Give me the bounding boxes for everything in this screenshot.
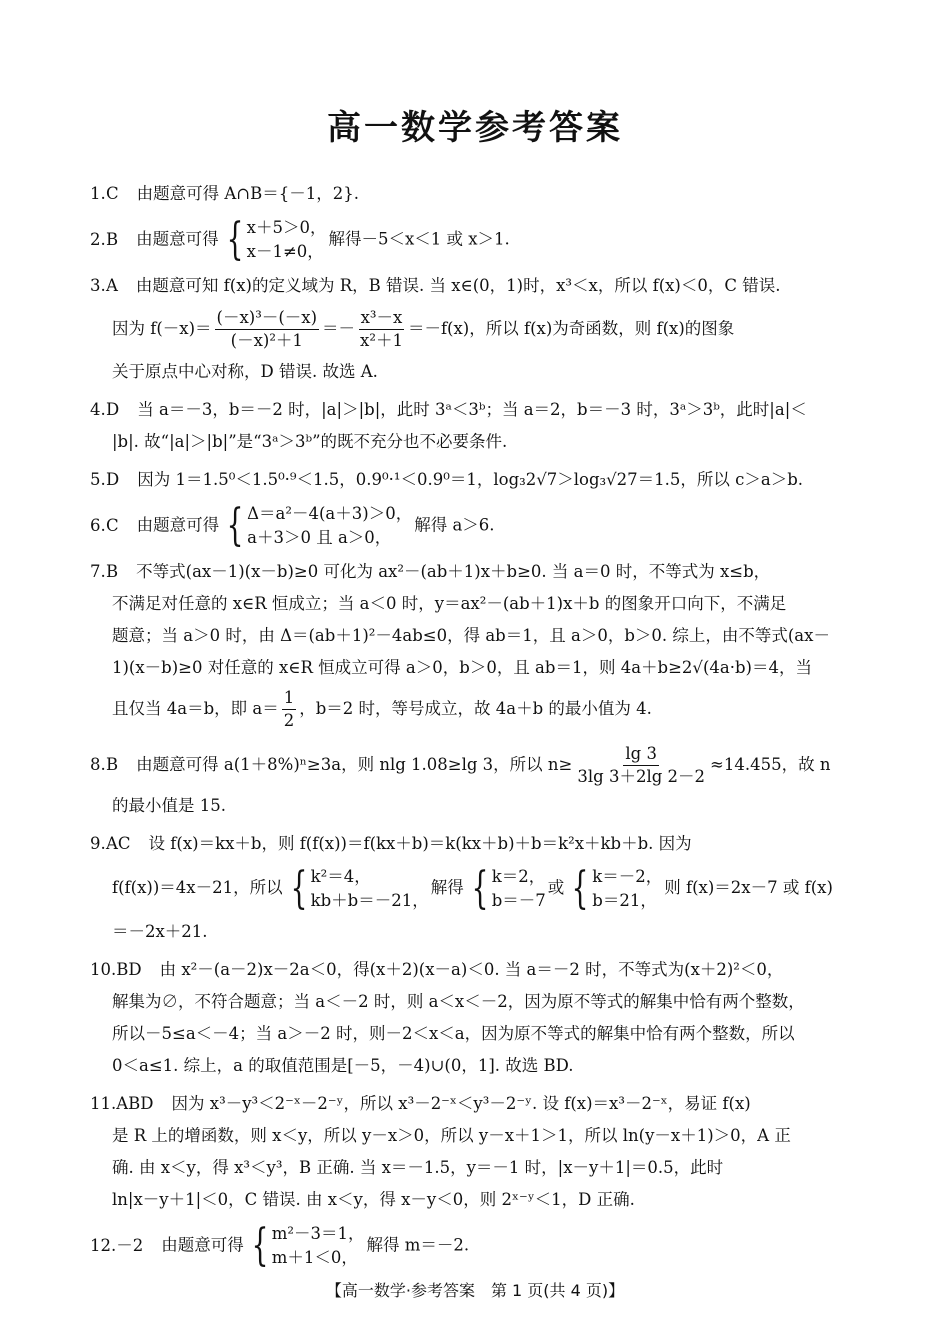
page-title: 高一数学参考答案: [327, 108, 623, 148]
denominator: (－x)²＋1: [230, 331, 303, 350]
explanation: ＝－: [322, 319, 356, 338]
question-number: 12.: [90, 1235, 117, 1255]
system-row: b＝21，: [592, 890, 657, 910]
equation-system: { k＝－2， b＝21，: [571, 862, 663, 914]
answer-8: [90, 740, 860, 822]
explanation: ≈14.455，故 n: [710, 755, 831, 774]
numerator: (－x)³－(－x): [215, 307, 319, 330]
explanation: 由题意可得: [161, 1235, 244, 1255]
explanation: 由题意可得: [136, 229, 219, 249]
explanation: 由题意可得: [136, 515, 220, 535]
explanation: 是 R 上的增函数，则 x＜y，所以 y－x＞0，所以 y－x＋1＞1，所以 ln(y－x＋1)＞0，A 正: [112, 1126, 791, 1145]
explanation: 且仅当 4a＝b，即 a＝: [112, 699, 279, 718]
question-number: 9.: [90, 834, 106, 853]
answer-choice: D: [106, 400, 120, 419]
answer-6: [90, 502, 860, 550]
explanation: 题意；当 a＞0 时，由 Δ＝(ab＋1)²－4ab≤0，得 ab＝1，且 a＞0，b＞0. 综上，由不等式(ax－: [112, 626, 830, 645]
explanation: 则 f(x)＝2x－7 或 f(x): [664, 878, 833, 897]
explanation: 不等式(ax－1)(x－b)≥0 可化为 ax²－(ab＋1)x＋b≥0. 当 a＝0 时，不等式为 x≤b，: [136, 562, 771, 581]
system-row: k²＝4，: [310, 866, 371, 886]
explanation: 设 f(x)＝kx＋b，则 f(f(x))＝f(kx＋b)＝k(kx＋b)＋b＝k²x＋kb＋b. 因为: [148, 834, 692, 853]
answer-2: [90, 216, 860, 264]
explanation: 解集为∅，不符合题意；当 a＜－2 时，则 a＜x＜－2，因为原不等式的解集中恰有两个整数，: [112, 992, 805, 1011]
explanation: ＝－f(x)，所以 f(x)为奇函数，则 f(x)的图象: [407, 319, 735, 338]
equation-system: { k²＝4， kb＋b＝－21，: [290, 862, 429, 914]
equation-system: { k＝2， b＝－7: [471, 862, 546, 914]
answer-choice: －2: [116, 1235, 144, 1255]
system-row: b＝－7: [491, 890, 546, 910]
answer-choice: A: [106, 276, 118, 295]
equation-system: { x＋5＞0， x－1≠0，: [226, 214, 327, 265]
system-row: a＋3＞0 且 a＞0，: [247, 528, 392, 547]
numerator: x³－x: [359, 307, 405, 330]
question-number: 4.: [90, 400, 106, 419]
explanation: 确. 由 x＜y，得 x³＜y³，B 正确. 当 x＝－1.5，y＝－1 时，|x－y＋1|＝0.5，此时: [112, 1158, 724, 1177]
explanation: 由题意可知 f(x)的定义域为 R，B 错误. 当 x∈(0，1)时，x³＜x，所以 f(x)＜0，C 错误.: [135, 276, 781, 295]
question-number: 11.: [90, 1094, 117, 1113]
explanation: 由题意可得 a(1＋8%)ⁿ≥3a，则 nlg 1.08≥lg 3，所以 n≥: [136, 755, 573, 774]
answer-3: [90, 270, 860, 388]
explanation: 因为 1＝1.5⁰＜1.5⁰·⁹＜1.5，0.9⁰·¹＜0.9⁰＝1，log₃2√7＞log₃√27＝1.5，所以 c＞a＞b.: [137, 470, 804, 489]
numerator: 1: [282, 687, 297, 710]
denominator: 3lg 3＋2lg 2－2: [577, 767, 706, 786]
explanation: 因为 x³－y³＜2⁻ˣ－2⁻ʸ，所以 x³－2⁻ˣ＜y³－2⁻ʸ. 设 f(x)＝x³－2⁻ˣ，易证 f(x): [171, 1094, 751, 1113]
system-row: x－1≠0，: [246, 242, 324, 261]
explanation: 由 x²－(a－2)x－2a＜0，得(x＋2)(x－a)＜0. 当 a＝－2 时，不等式为(x＋2)²＜0，: [159, 960, 784, 979]
explanation: 由题意可得 A∩B＝{－1，2}.: [136, 184, 359, 203]
system-row: x＋5＞0，: [246, 218, 327, 237]
answer-choice: B: [106, 229, 119, 249]
answer-1: [90, 178, 860, 210]
explanation: ln|x－y＋1|＜0，C 错误. 由 x＜y，得 x－y＜0，则 2ˣ⁻ʸ＜1，D 正确.: [112, 1190, 635, 1209]
question-number: 1.: [90, 184, 106, 203]
answer-choice: B: [106, 755, 119, 774]
question-number: 5.: [90, 470, 106, 489]
explanation: 因为 f(－x)＝: [112, 319, 212, 338]
answer-5: [90, 464, 860, 496]
page-footer: 【高一数学·参考答案 第 1 页(共 4 页)】: [325, 1281, 625, 1300]
explanation: 1)(x－b)≥0 对任意的 x∈R 恒成立可得 a＞0，b＞0，且 ab＝1，则 4a＋b≥2√(4a·b)＝4，当: [112, 658, 812, 677]
question-number: 2.: [90, 229, 106, 249]
explanation: 解得 a＞6.: [414, 515, 495, 535]
question-number: 8.: [90, 755, 106, 774]
answer-4: [90, 394, 860, 458]
answer-choice: C: [106, 515, 119, 535]
explanation: 解得－5＜x＜1 或 x＞1.: [328, 229, 510, 249]
answer-choice: BD: [116, 960, 142, 979]
explanation: 当 a＝－3，b＝－2 时，|a|＞|b|，此时 3ᵃ＜3ᵇ；当 a＝2，b＝－3 时，3ᵃ＞3ᵇ，此时|a|＜: [137, 400, 807, 419]
answer-9: [90, 828, 860, 948]
fraction: [282, 687, 297, 732]
answer-choice: AC: [106, 834, 131, 853]
system-row: m＋1＜0，: [271, 1248, 358, 1267]
question-number: 6.: [90, 515, 106, 535]
fraction: [575, 743, 707, 788]
explanation: 的最小值是 15.: [112, 796, 226, 815]
fraction: [358, 307, 405, 352]
answer-7: [90, 556, 860, 734]
question-number: 10.: [90, 960, 117, 979]
answer-choice: D: [106, 470, 120, 489]
explanation: ＝－2x＋21.: [112, 922, 208, 941]
denominator: 2: [283, 711, 295, 730]
answer-11: [90, 1088, 860, 1216]
explanation: 不满足对任意的 x∈R 恒成立；当 a＜0 时，y＝ax²－(ab＋1)x＋b 的图象开口向下，不满足: [112, 594, 787, 613]
answer-choice: B: [106, 562, 119, 581]
explanation: 0＜a≤1. 综上，a 的取值范围是[－5，－4)∪(0，1]. 故选 BD.: [112, 1056, 574, 1075]
question-number: 7.: [90, 562, 106, 581]
fraction: [215, 307, 319, 352]
numerator: lg 3: [623, 743, 659, 766]
answer-list: [90, 178, 860, 1276]
explanation: |b|. 故“|a|＞|b|”是“3ᵃ＞3ᵇ”的既不充分也不必要条件.: [112, 432, 508, 451]
explanation: ，b＝2 时，等号成立，故 4a＋b 的最小值为 4.: [299, 699, 652, 718]
equation-system: { Δ＝a²－4(a＋3)＞0， a＋3＞0 且 a＞0，: [226, 500, 413, 551]
denominator: x²＋1: [360, 331, 403, 350]
system-row: k＝2，: [491, 866, 546, 886]
explanation: 解得 m＝－2.: [366, 1235, 470, 1255]
system-row: k＝－2，: [592, 866, 663, 886]
equation-system: { m²－3＝1， m＋1＜0，: [251, 1220, 365, 1271]
answer-12: [90, 1222, 860, 1270]
answer-10: [90, 954, 860, 1082]
system-row: m²－3＝1，: [271, 1224, 365, 1243]
question-number: 3.: [90, 276, 106, 295]
system-row: kb＋b＝－21，: [310, 890, 429, 910]
answer-choice: ABD: [116, 1094, 154, 1113]
explanation: 或: [547, 878, 565, 897]
explanation: f(f(x))＝4x－21，所以: [112, 878, 283, 897]
explanation: 所以－5≤a＜－4；当 a＞－2 时，则－2＜x＜a，因为原不等式的解集中恰有两个整数，所以: [112, 1024, 795, 1043]
system-row: Δ＝a²－4(a＋3)＞0，: [247, 504, 413, 523]
explanation: 关于原点中心对称，D 错误. 故选 A.: [112, 362, 378, 381]
explanation: 解得: [430, 878, 464, 897]
answer-choice: C: [106, 184, 119, 203]
